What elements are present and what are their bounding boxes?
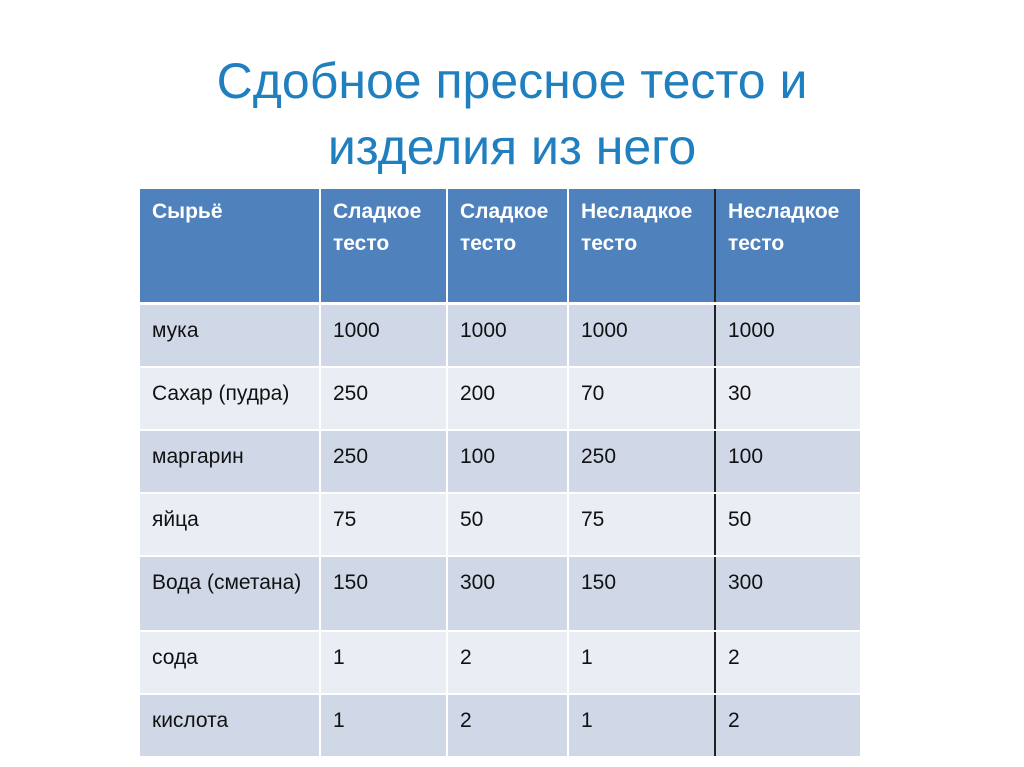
cell-value: 100 [447,430,568,493]
cell-value: 250 [320,430,447,493]
header-sweet-dough-2: Сладкое тесто [447,189,568,304]
cell-value: 1 [568,631,715,694]
table-row [140,430,860,493]
cell-value: 2 [447,694,568,757]
ingredients-table [140,189,860,758]
table-row [140,304,860,368]
cell-value: 1000 [447,304,568,368]
slide-title-line-1: Сдобное пресное тесто и [216,53,808,109]
cell-value: 1000 [320,304,447,368]
header-ingredient: Сырьё [140,189,320,304]
cell-value: 1 [320,694,447,757]
cell-ingredient: Вода (сметана) [140,556,320,631]
slide-title [100,48,924,180]
header-unsweet-dough-2: Несладкое тесто [715,189,860,304]
header-unsweet-dough-1: Несладкое тесто [568,189,715,304]
table-header-row [140,189,860,304]
cell-ingredient: Сахар (пудра) [140,367,320,430]
cell-value: 2 [715,631,860,694]
table-body [140,304,860,758]
table-row [140,556,860,631]
table-row [140,694,860,757]
table-row [140,631,860,694]
cell-value: 300 [715,556,860,631]
cell-value: 250 [568,430,715,493]
cell-value: 1000 [568,304,715,368]
cell-value: 300 [447,556,568,631]
cell-value: 150 [568,556,715,631]
cell-value: 50 [447,493,568,556]
cell-ingredient: сода [140,631,320,694]
cell-ingredient: кислота [140,694,320,757]
slide-title-line-2: изделия из него [327,119,697,175]
cell-value: 1 [568,694,715,757]
table-header [140,189,860,304]
cell-value: 1 [320,631,447,694]
cell-value: 2 [447,631,568,694]
cell-value: 50 [715,493,860,556]
cell-ingredient: маргарин [140,430,320,493]
table-row [140,493,860,556]
cell-value: 75 [320,493,447,556]
cell-value: 70 [568,367,715,430]
cell-value: 30 [715,367,860,430]
cell-value: 200 [447,367,568,430]
cell-value: 150 [320,556,447,631]
cell-value: 2 [715,694,860,757]
cell-value: 1000 [715,304,860,368]
cell-value: 75 [568,493,715,556]
cell-value: 100 [715,430,860,493]
cell-ingredient: яйца [140,493,320,556]
cell-ingredient: мука [140,304,320,368]
table-row [140,367,860,430]
header-sweet-dough-1: Сладкое тесто [320,189,447,304]
cell-value: 250 [320,367,447,430]
